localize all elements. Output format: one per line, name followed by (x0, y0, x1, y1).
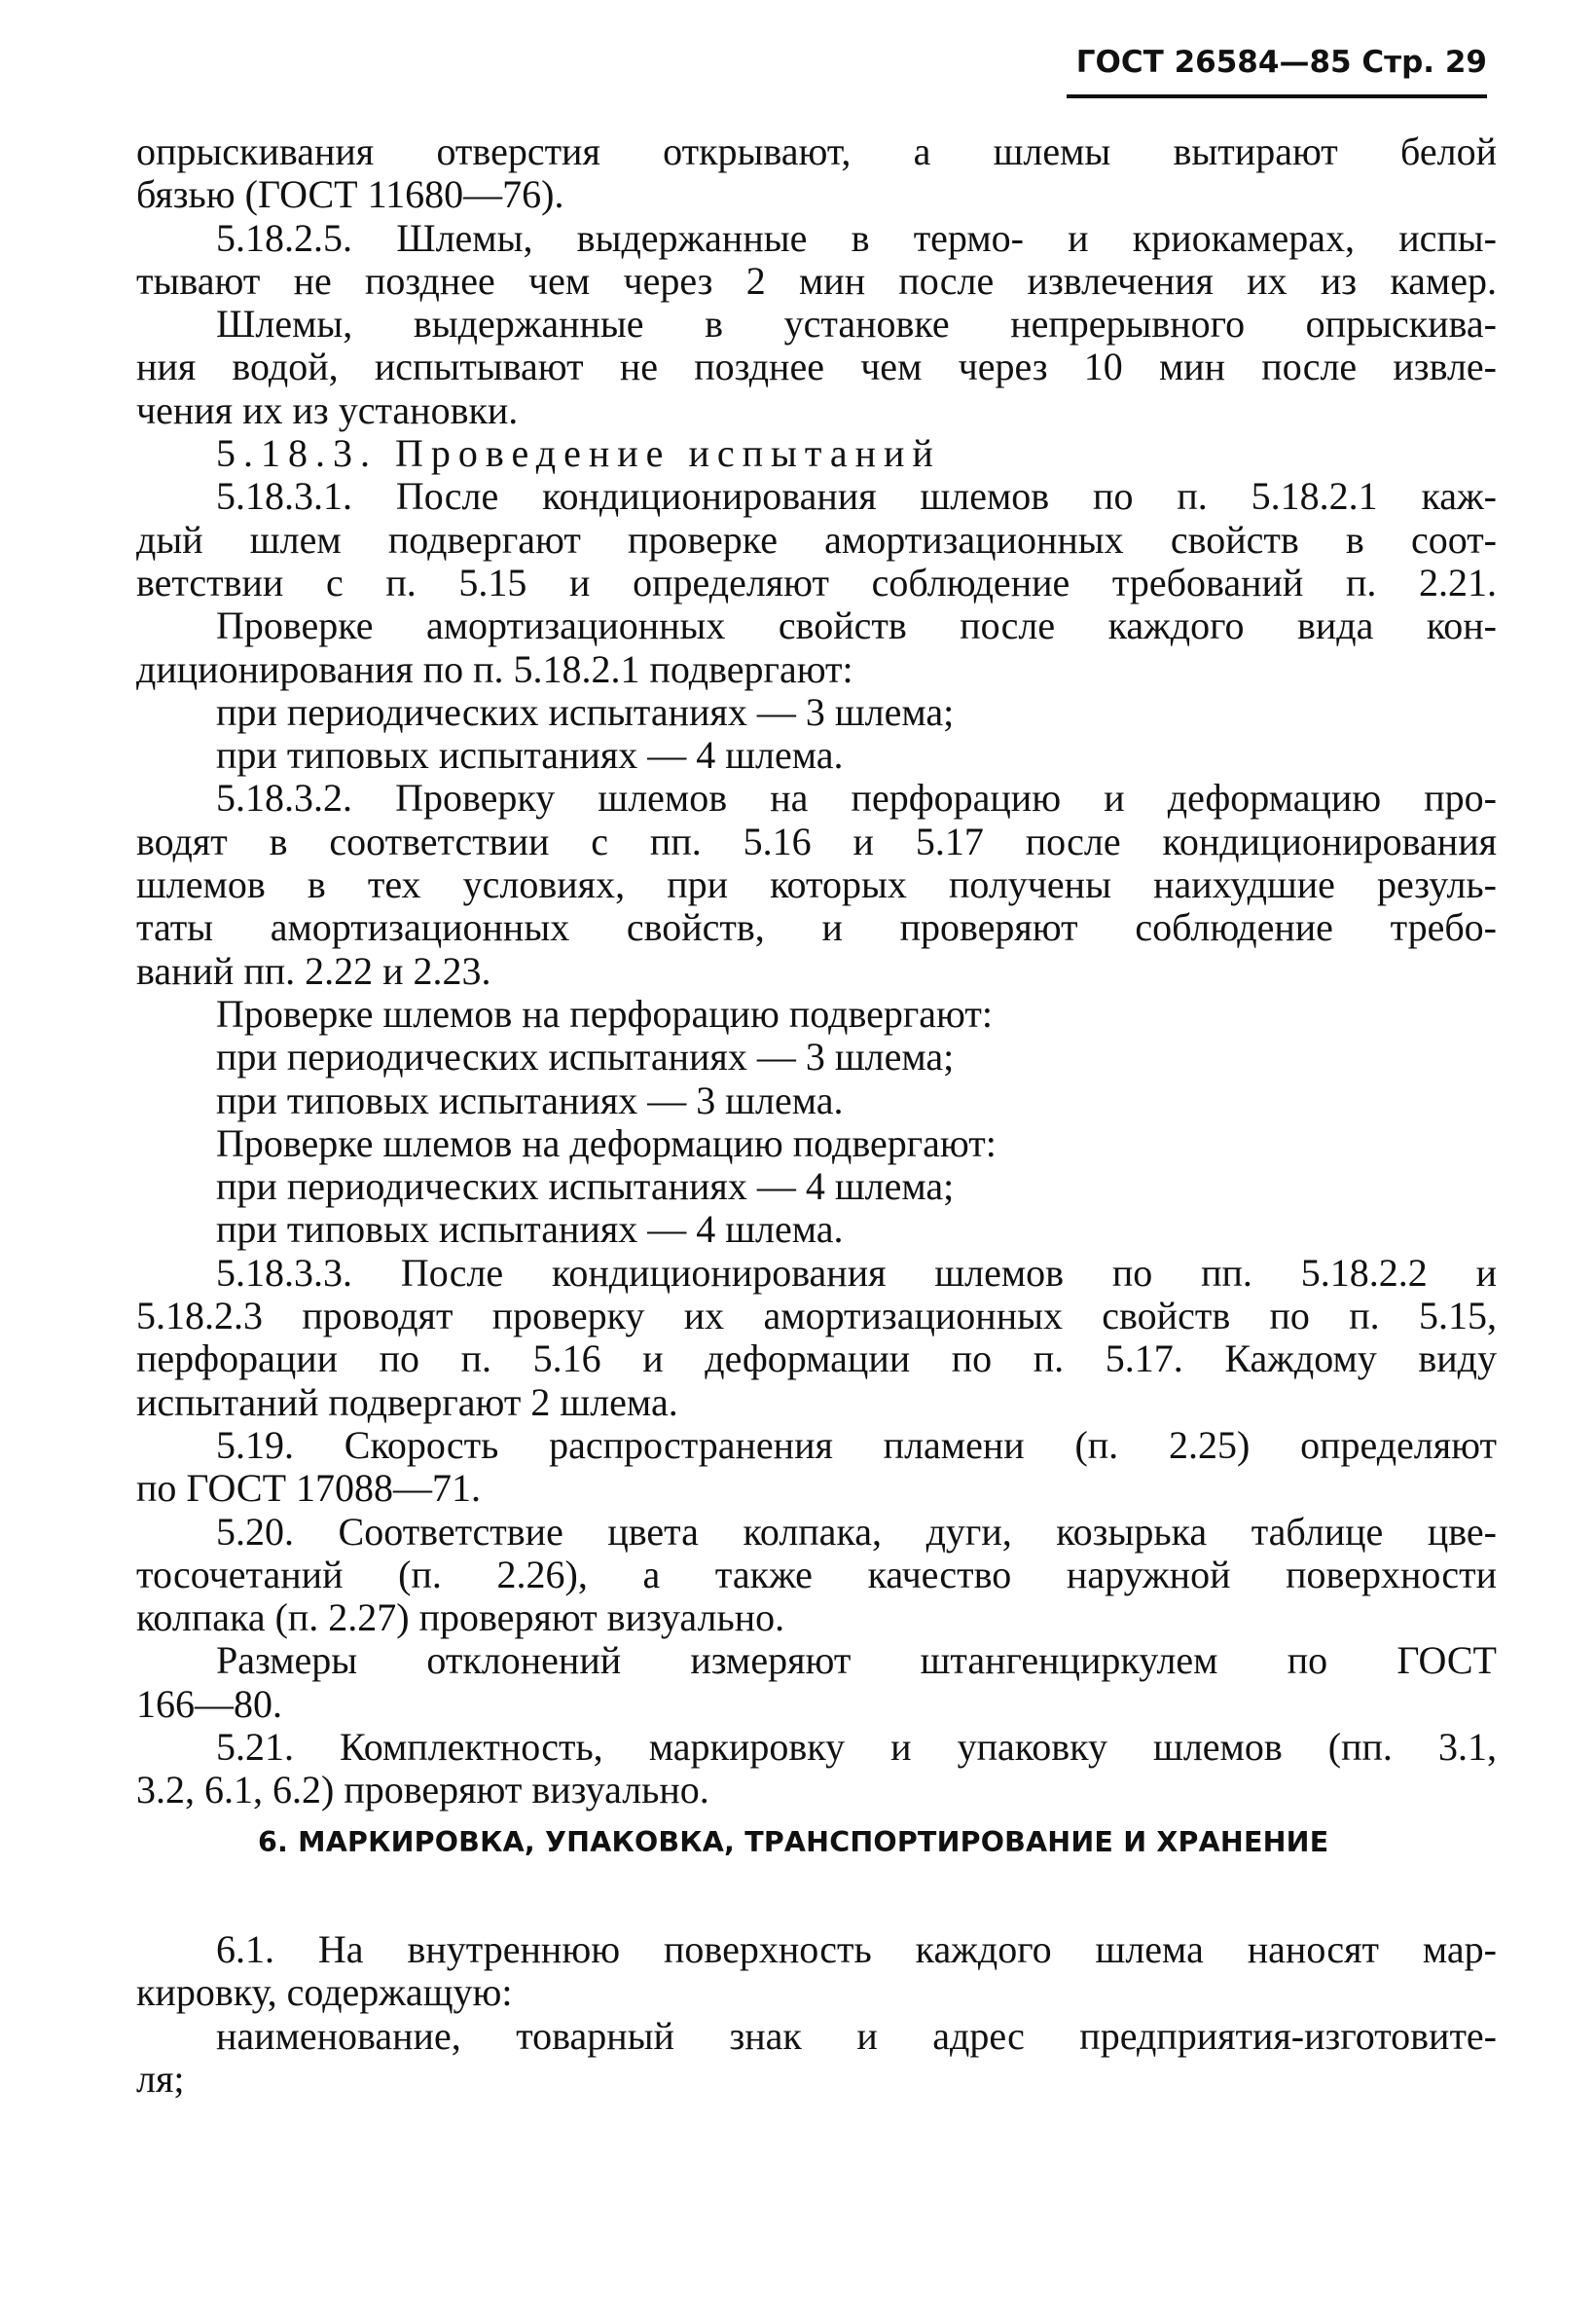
text-line: 5.19. Скорость распространения пламени (п. 2.25) определяют (216, 1422, 1497, 1467)
text-line: 5.18.3.1. После кондиционирования шлемов по п. 5.18.2.1 каж- (216, 474, 1497, 519)
text-line: диционирования по п. 5.18.2.1 подвергают: (136, 646, 853, 691)
text-line: испытаний подвергают 2 шлема. (136, 1379, 678, 1424)
text-line: тосочетаний (п. 2.26), а также качество наружной поверхности (136, 1552, 1497, 1596)
text-line: бязью (ГОСТ 11680—76). (136, 172, 564, 217)
text-line: ния водой, испытывают не позднее чем через 10 мин после извле- (136, 345, 1497, 389)
text-line: 5.18.3.3. После кондиционирования шлемов по пп. 5.18.2.2 и (216, 1250, 1497, 1295)
text-line: при типовых испытаниях — 3 шлема. (216, 1078, 844, 1122)
text-line: перфорации по п. 5.16 и деформации по п. 5.17. Каждому виду (136, 1336, 1497, 1381)
text-line: 6.1. На внутреннюю поверхность каждого шлема наносят мар- (216, 1927, 1497, 1971)
text-line: 166—80. (136, 1681, 282, 1726)
text-line: чения их из установки. (136, 387, 519, 432)
text-line: водят в соответствии с пп. 5.16 и 5.17 после кондиционирования (136, 819, 1497, 863)
text-line: при периодических испытаниях — 3 шлема; (216, 1035, 955, 1080)
text-line: 5.21. Комплектность, маркировку и упаковку шлемов (пп. 3.1, (216, 1724, 1497, 1769)
text-line: ветствии с п. 5.15 и определяют соблюдение требований п. 2.21. (136, 560, 1497, 604)
text-line: при типовых испытаниях — 4 шлема. (216, 733, 844, 778)
text-line: 5.18.3. Проведение испытаний (216, 431, 941, 476)
text-line: при периодических испытаниях — 4 шлема; (216, 1164, 955, 1209)
text-line: Размеры отклонений измеряют штангенциркулем по ГОСТ (216, 1638, 1497, 1683)
text-line: ваний пп. 2.22 и 2.23. (136, 948, 491, 993)
text-line: тывают не позднее чем через 2 мин после извлечения их из камер. (136, 258, 1497, 303)
header-rule (1067, 94, 1487, 98)
text-line: Проверке амортизационных свойств после каждого вида кон- (216, 604, 1497, 648)
section-heading: 6. МАРКИРОВКА, УПАКОВКА, ТРАНСПОРТИРОВАНИЕ И ХРАНЕНИЕ (258, 1826, 1329, 1858)
text-line: при периодических испытаниях — 3 шлема; (216, 689, 955, 734)
text-line: при типовых испытаниях — 4 шлема. (216, 1207, 844, 1252)
text-line: шлемов в тех условиях, при которых получены наихудшие резуль- (136, 862, 1497, 907)
text-line: по ГОСТ 17088—71. (136, 1466, 482, 1511)
text-line: наименование, товарный знак и адрес предприятия-изготовите- (216, 2013, 1497, 2058)
text-line: 5.18.2.3 проводят проверку их амортизационных свойств по п. 5.15, (136, 1294, 1497, 1338)
text-line: Шлемы, выдержанные в установке непрерывного опрыскива- (216, 302, 1497, 347)
text-line: дый шлем подвергают проверке амортизационных свойств в соот- (136, 517, 1497, 562)
text-line: 5.20. Соответствие цвета колпака, дуги, козырька таблице цве- (216, 1509, 1497, 1554)
text-line: 5.18.3.2. Проверку шлемов на перфорацию и деформацию про- (216, 776, 1497, 821)
text-line: Проверке шлемов на деформацию подвергают: (216, 1120, 997, 1165)
text-line: 3.2, 6.1, 6.2) проверяют визуально. (136, 1768, 709, 1812)
text-line: ля; (136, 2056, 185, 2101)
text-line: таты амортизационных свойств, и проверяют соблюдение требо- (136, 905, 1497, 950)
body-text (136, 130, 1497, 1812)
text-line: Проверке шлемов на перфорацию подвергают: (216, 991, 994, 1036)
section-text (136, 1928, 1497, 2101)
text-line: колпака (п. 2.27) проверяют визуально. (136, 1595, 785, 1640)
text-line: кировку, содержащую: (136, 1970, 513, 2015)
text-line: 5.18.2.5. Шлемы, выдержанные в термо- и криокамерах, испы- (216, 215, 1497, 260)
running-header: ГОСТ 26584—85 Стр. 29 (1075, 45, 1487, 80)
text-line: опрыскивания отверстия открывают, а шлемы вытирают белой (136, 129, 1497, 173)
